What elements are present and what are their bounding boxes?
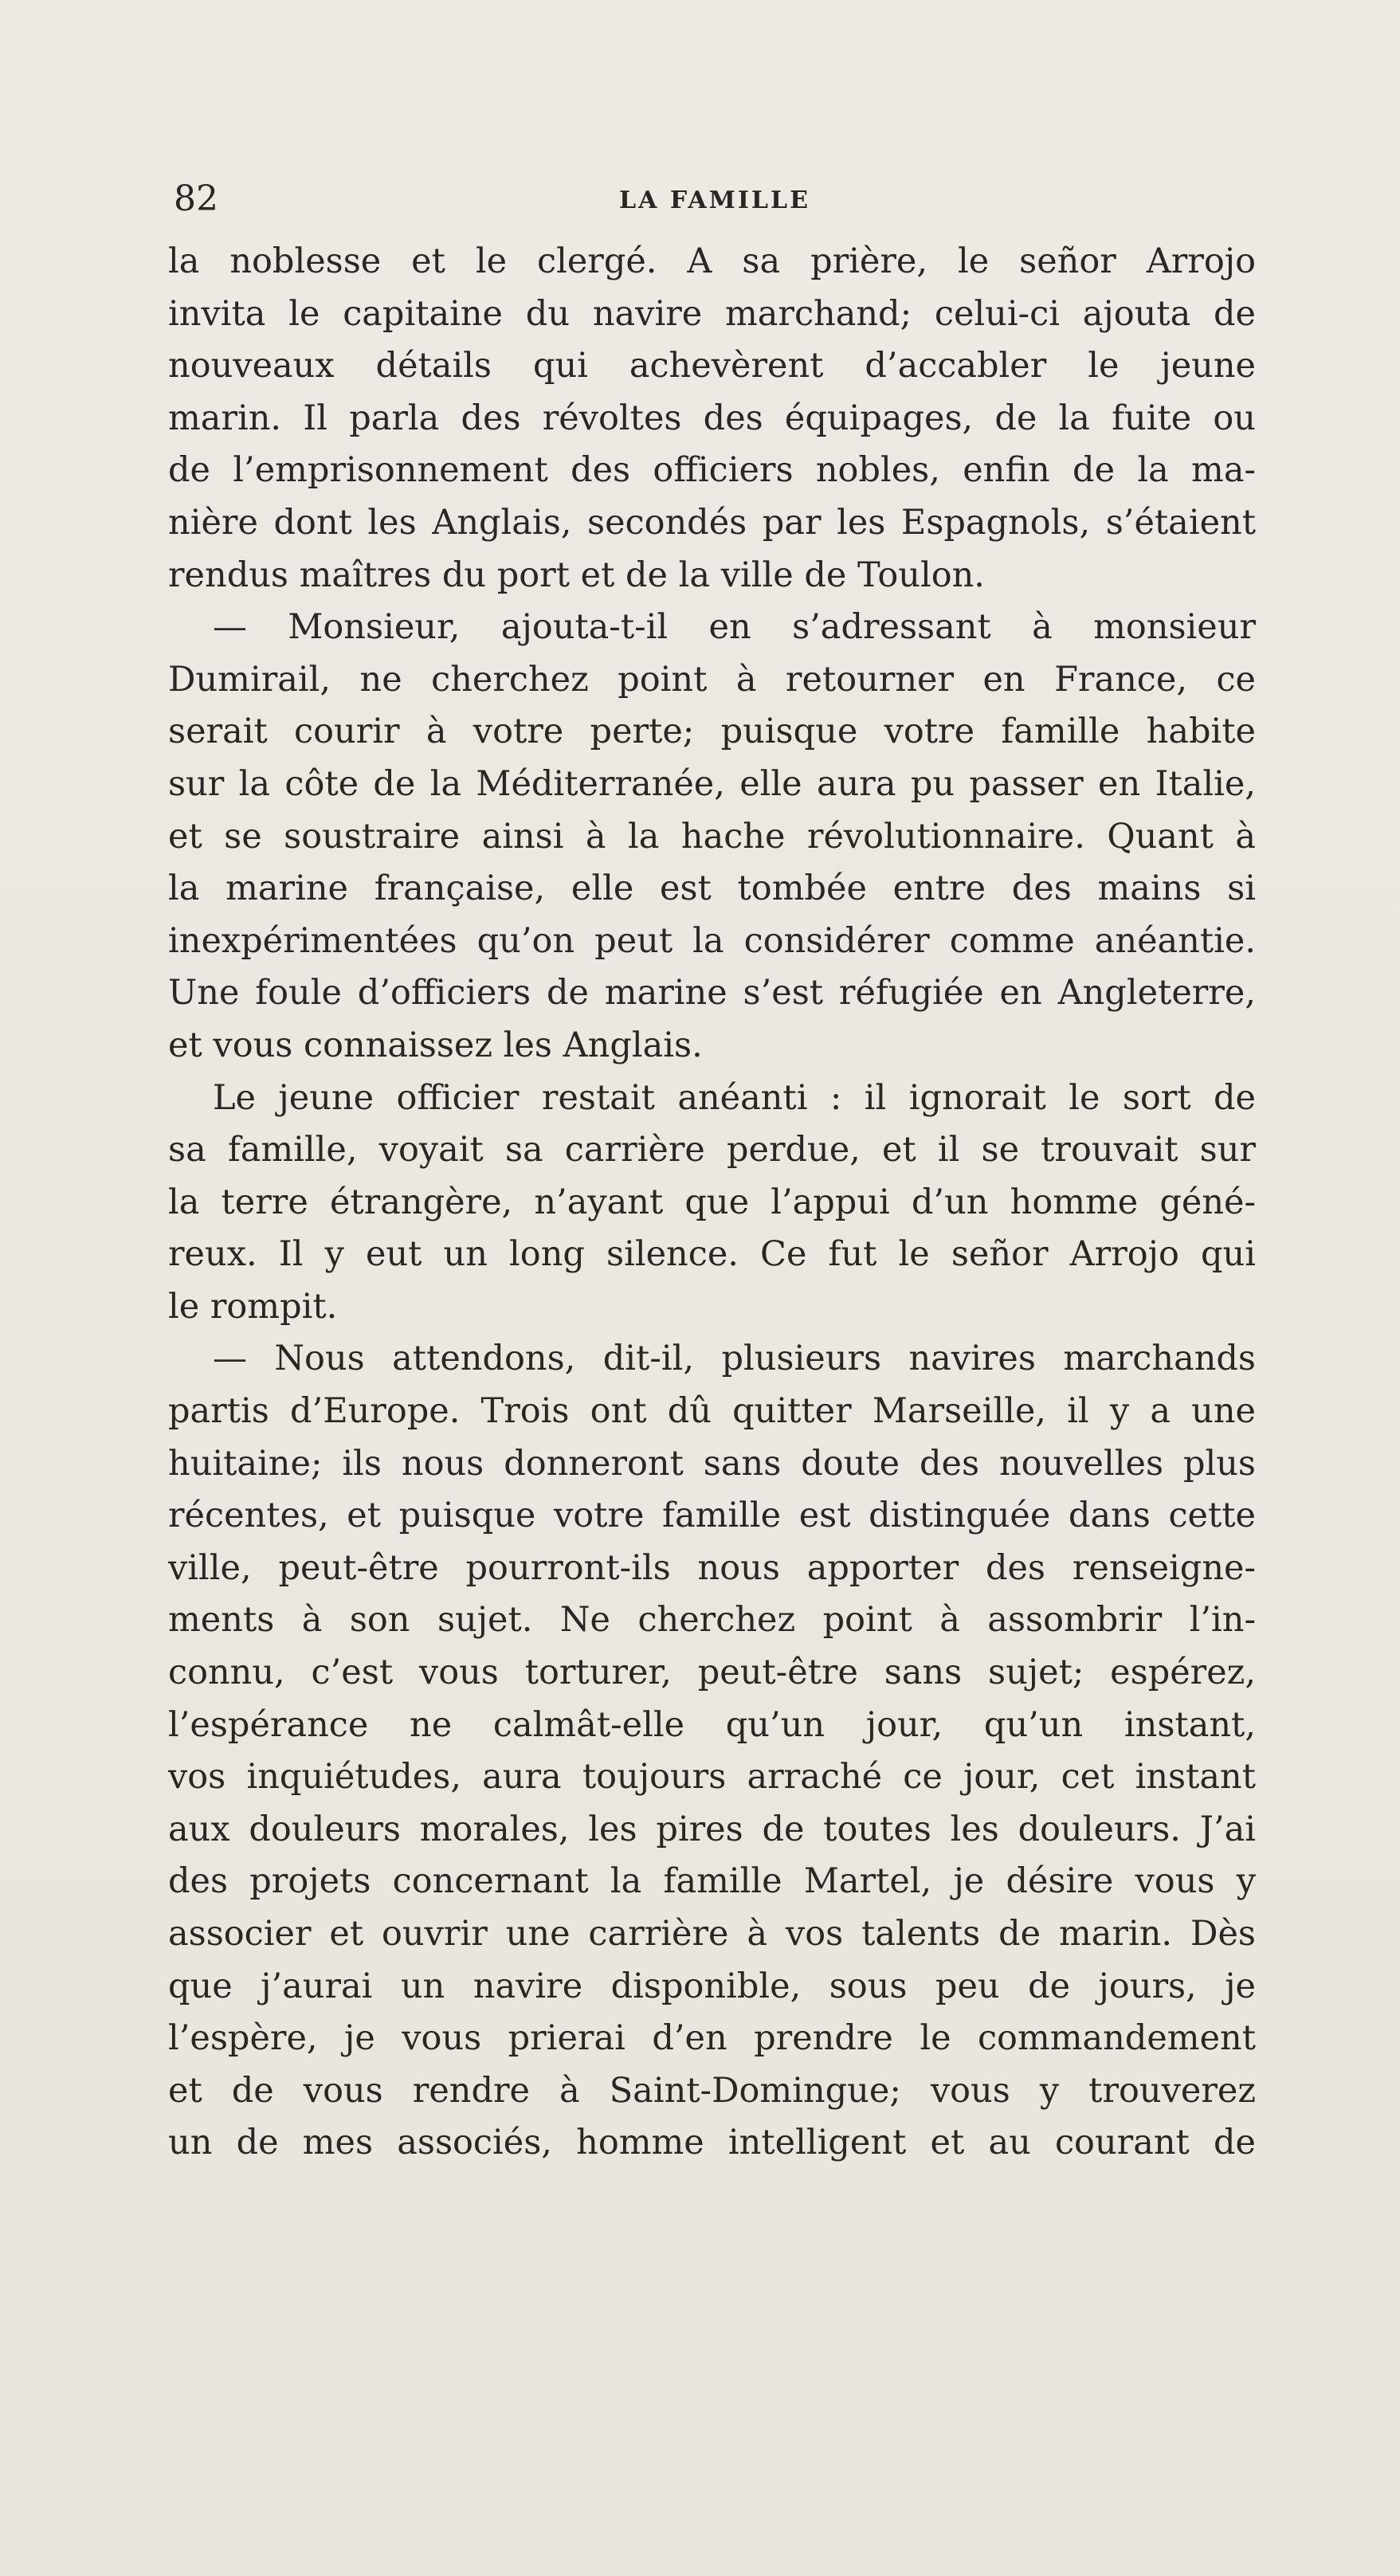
- text-line: inexpérimentées qu’on peut la considérer comme anéantie.: [168, 920, 1256, 961]
- text-line: — Nous attendons, dit-il, plusieurs navires marchands: [213, 1339, 1256, 1379]
- text-line: ments à son sujet. Ne cherchez point à assombrir l’in-: [168, 1600, 1256, 1641]
- text-line: — Monsieur, ajouta-t-il en s’adressant à monsieur: [213, 607, 1256, 648]
- text-line: et de vous rendre à Saint-Domingue; vous y trouverez: [168, 2070, 1256, 2111]
- text-line: la marine française, elle est tombée entre des mains si: [168, 868, 1256, 909]
- text-line: Une foule d’officiers de marine s’est réfugiée en Angleterre,: [168, 973, 1256, 1014]
- body-text: [168, 236, 1256, 2170]
- text-line: invita le capitaine du navire marchand; celui-ci ajouta de: [168, 293, 1256, 334]
- text-line: et se soustraire ainsi à la hache révolutionnaire. Quant à: [168, 816, 1256, 857]
- text-line: nouveaux détails qui achevèrent d’accabler le jeune: [168, 346, 1256, 386]
- text-line: récentes, et puisque votre famille est distinguée dans cette: [168, 1496, 1256, 1536]
- text-line: un de mes associés, homme intelligent et au courant de: [168, 2123, 1256, 2163]
- text-line: Dumirail, ne cherchez point à retourner en France, ce: [168, 659, 1256, 700]
- text-line: reux. Il y eut un long silence. Ce fut le señor Arrojo qui: [168, 1234, 1256, 1275]
- text-line: sur la côte de la Méditerranée, elle aura pu passer en Italie,: [168, 763, 1256, 804]
- text-line: ville, peut-être pourront-ils nous apporter des renseigne-: [168, 1547, 1256, 1588]
- text-line: que j’aurai un navire disponible, sous peu de jours, je: [168, 1966, 1256, 2006]
- running-title: LA FAMILLE: [619, 186, 810, 214]
- text-line: le rompit.: [168, 1286, 338, 1327]
- text-line: de l’emprisonnement des officiers nobles, enfin de la ma-: [168, 450, 1256, 491]
- text-line: aux douleurs morales, les pires de toutes les douleurs. J’ai: [168, 1809, 1256, 1849]
- text-line: des projets concernant la famille Martel, je désire vous y: [168, 1861, 1256, 1902]
- text-line: huitaine; ils nous donneront sans doute des nouvelles plus: [168, 1443, 1256, 1484]
- text-line: marin. Il parla des révoltes des équipages, de la fuite ou: [168, 398, 1256, 438]
- text-line: sa famille, voyait sa carrière perdue, et il se trouvait sur: [168, 1130, 1256, 1170]
- text-line: nière dont les Anglais, secondés par les Espagnols, s’étaient: [168, 502, 1256, 543]
- text-line: connu, c’est vous torturer, peut-être sans sujet; espérez,: [168, 1653, 1256, 1693]
- text-line: l’espère, je vous prierai d’en prendre le commandement: [168, 2018, 1256, 2059]
- text-line: la terre étrangère, n’ayant que l’appui d’un homme géné-: [168, 1182, 1256, 1222]
- text-line: rendus maîtres du port et de la ville de Toulon.: [168, 555, 985, 595]
- text-line: partis d’Europe. Trois ont dû quitter Marseille, il y a une: [168, 1391, 1256, 1432]
- text-line: vos inquiétudes, aura toujours arraché ce jour, cet instant: [168, 1757, 1256, 1798]
- text-line: et vous connaissez les Anglais.: [168, 1025, 703, 1065]
- page-number: 82: [174, 178, 218, 219]
- text-line: la noblesse et le clergé. A sa prière, le señor Arrojo: [168, 241, 1256, 281]
- page-header: [174, 178, 1256, 226]
- text-line: l’espérance ne calmât-elle qu’un jour, qu’un instant,: [168, 1704, 1256, 1745]
- text-line: associer et ouvrir une carrière à vos talents de marin. Dès: [168, 1914, 1256, 1954]
- text-line: serait courir à votre perte; puisque votre famille habite: [168, 712, 1256, 752]
- text-line: Le jeune officier restait anéanti : il ignorait le sort de: [213, 1077, 1256, 1118]
